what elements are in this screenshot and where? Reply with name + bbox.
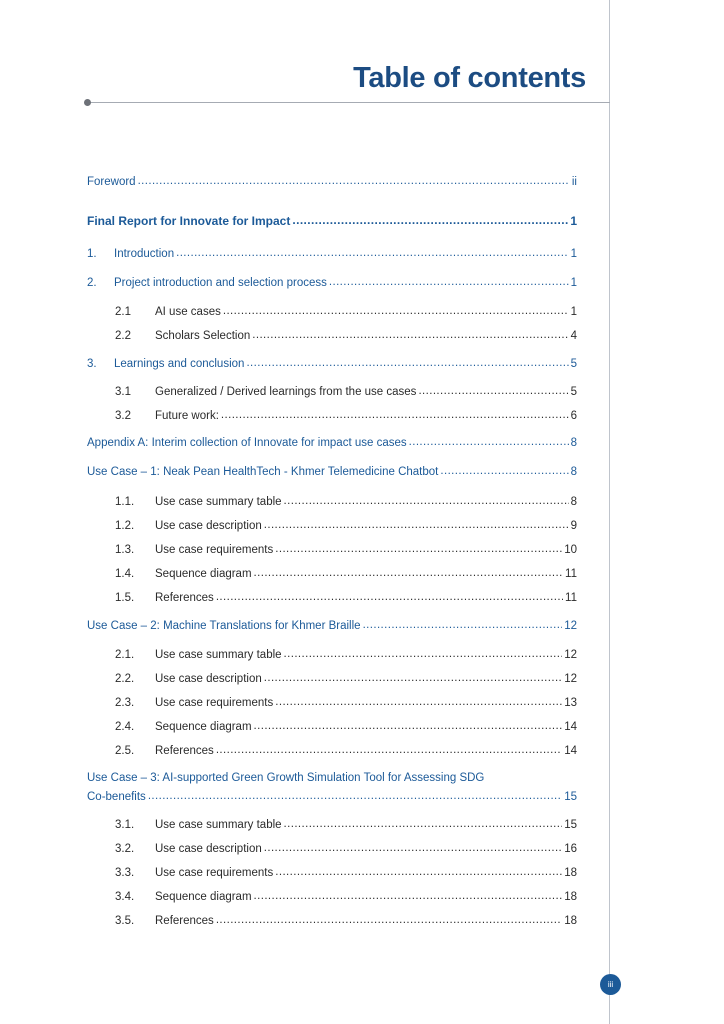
toc-number: 3.1. [115, 819, 135, 831]
toc-entry-uc3-sequence-diagram[interactable] [115, 891, 577, 903]
toc-number: 1.5. [115, 592, 135, 604]
title-rule [88, 102, 610, 103]
toc-page: 15 [564, 819, 577, 831]
toc-number: 3.2 [115, 410, 131, 422]
toc-label: Co-benefits [87, 791, 146, 803]
toc-number: 3.4. [115, 891, 135, 903]
toc-leader [254, 720, 563, 732]
toc-page: 9 [570, 520, 577, 532]
toc-number: 2.3. [115, 697, 135, 709]
toc-leader [440, 465, 568, 477]
toc-leader [275, 543, 562, 555]
toc-page: 1 [570, 306, 577, 318]
toc-label: Use case description [155, 843, 262, 855]
toc-number: 1.2. [115, 520, 135, 532]
toc-label: Use case requirements [155, 544, 274, 556]
toc-leader [284, 648, 563, 660]
toc-entry-use-case-1[interactable] [87, 466, 577, 478]
toc-entry-uc2-requirements[interactable] [115, 697, 577, 709]
toc-number: 2.4. [115, 721, 135, 733]
toc-number: 1.4. [115, 568, 135, 580]
toc-number: 2. [87, 277, 97, 289]
rule-dot [84, 99, 91, 106]
toc-page: 11 [565, 568, 577, 580]
toc-page: 8 [570, 437, 577, 449]
toc-leader [329, 276, 569, 288]
toc-page: 10 [564, 544, 577, 556]
toc-page: 6 [570, 410, 577, 422]
toc-entry-foreword[interactable] [87, 176, 577, 188]
toc-entry-uc1-references[interactable] [115, 592, 577, 604]
toc-entry-uc1-requirements[interactable] [115, 544, 577, 556]
toc-page: 8 [570, 496, 577, 508]
toc-entry-uc2-sequence-diagram[interactable] [115, 721, 577, 733]
toc-page: 12 [564, 649, 577, 661]
toc-page: 13 [564, 697, 577, 709]
toc-label: Use case requirements [155, 697, 274, 709]
toc-label: Sequence diagram [155, 721, 252, 733]
toc-number: 2.2 [115, 330, 131, 342]
toc-number: 2.1. [115, 649, 135, 661]
toc-label: Scholars Selection [155, 330, 251, 342]
margin-line [609, 0, 610, 1024]
toc-label: References [155, 592, 214, 604]
toc-label: References [155, 915, 214, 927]
toc-entry-use-case-2[interactable] [87, 620, 577, 632]
toc-page: 4 [570, 330, 577, 342]
toc-label: Use case summary table [155, 649, 282, 661]
toc-label: Sequence diagram [155, 568, 252, 580]
toc-entry-scholars-selection[interactable] [115, 330, 577, 342]
toc-number: 3.5. [115, 915, 135, 927]
toc-leader [284, 818, 563, 830]
toc-leader [264, 519, 569, 531]
toc-label: Use case requirements [155, 867, 274, 879]
toc-leader [148, 790, 562, 802]
toc-entry-uc3-requirements[interactable] [115, 867, 577, 879]
toc-leader [216, 744, 562, 756]
toc-leader [254, 567, 564, 579]
toc-leader [275, 696, 562, 708]
toc-leader [254, 890, 563, 902]
page-title: Table of contents [353, 62, 586, 94]
toc-leader [363, 619, 563, 631]
toc-number: 2.2. [115, 673, 135, 685]
toc-page: 1 [570, 248, 577, 260]
toc-page: 15 [564, 791, 577, 803]
toc-leader [246, 357, 568, 369]
toc-entry-uc2-description[interactable] [115, 673, 577, 685]
toc-number: 3.2. [115, 843, 135, 855]
toc-label: Final Report for Innovate for Impact [87, 214, 291, 228]
toc-label: Project introduction and selection process [114, 277, 327, 289]
toc-leader [138, 175, 570, 187]
toc-number: 1.1. [115, 496, 135, 508]
toc-label: Foreword [87, 176, 136, 188]
toc-page: 11 [565, 592, 577, 604]
toc-number: 3.1 [115, 386, 131, 398]
toc-page: 18 [564, 867, 577, 879]
toc-leader [176, 247, 568, 259]
toc-entry-future-work[interactable] [115, 410, 577, 422]
toc-entry-uc1-description[interactable] [115, 520, 577, 532]
toc-label: Introduction [114, 248, 175, 260]
toc-leader [264, 842, 562, 854]
toc-entry-use-case-3[interactable] [87, 791, 577, 803]
toc-leader [409, 436, 569, 448]
toc-leader [275, 866, 562, 878]
toc-entry-introduction[interactable] [87, 248, 577, 260]
toc-label: Generalized / Derived learnings from the use cases [155, 386, 417, 398]
toc-entry-generalized-learnings[interactable] [115, 386, 577, 398]
toc-entry-uc2-summary-table[interactable] [115, 649, 577, 661]
toc-label: Use Case – 1: Neak Pean HealthTech - Khmer Telemedicine Chatbot [87, 466, 439, 478]
toc-number: 2.1 [115, 306, 131, 318]
toc-page: 18 [564, 891, 577, 903]
toc-entry-uc3-summary-table[interactable] [115, 819, 577, 831]
toc-page: 5 [570, 386, 577, 398]
page-number-badge: iii [600, 974, 621, 995]
toc-page: 16 [564, 843, 577, 855]
toc-label: Use case summary table [155, 496, 282, 508]
toc-label: References [155, 745, 214, 757]
toc-number: 3.3. [115, 867, 135, 879]
toc-entry-final-report[interactable] [87, 214, 577, 228]
toc-page: 1 [570, 214, 577, 228]
toc-number: 1. [87, 248, 97, 260]
toc-entry-uc1-summary-table[interactable] [115, 496, 577, 508]
toc-entry-appendix-a[interactable] [87, 437, 577, 449]
toc-leader [221, 409, 569, 421]
toc-entry-use-case-3-line1[interactable]: Use Case – 3: AI-supported Green Growth Simulation Tool for Assessing SDG [87, 772, 485, 784]
toc-entry-uc3-references[interactable] [115, 915, 577, 927]
toc-page: 12 [564, 620, 577, 632]
toc-entry-uc1-sequence-diagram[interactable] [115, 568, 577, 580]
toc-leader [418, 385, 568, 397]
toc-leader [284, 495, 569, 507]
toc-label: Use Case – 2: Machine Translations for Khmer Braille [87, 620, 361, 632]
toc-label: Sequence diagram [155, 891, 252, 903]
toc-leader [292, 213, 568, 227]
toc-page: 14 [564, 721, 577, 733]
toc-page: 8 [570, 466, 577, 478]
toc-label: Use case summary table [155, 819, 282, 831]
toc-entry-uc2-references[interactable] [115, 745, 577, 757]
toc-number: 3. [87, 358, 97, 370]
toc-number: 2.5. [115, 745, 135, 757]
toc-page: ii [571, 176, 577, 188]
toc-page: 18 [564, 915, 577, 927]
toc-number: 1.3. [115, 544, 135, 556]
toc-page: 5 [570, 358, 577, 370]
toc-page: 12 [564, 673, 577, 685]
toc-label: Appendix A: Interim collection of Innovate for impact use cases [87, 437, 407, 449]
toc-label: AI use cases [155, 306, 221, 318]
toc-label: Learnings and conclusion [114, 358, 245, 370]
toc-entry-project-introduction[interactable] [87, 277, 577, 289]
toc-label: Use case description [155, 673, 262, 685]
toc-entry-ai-use-cases[interactable] [115, 306, 577, 318]
toc-page: 14 [564, 745, 577, 757]
toc-leader [216, 591, 563, 603]
toc-entry-learnings[interactable] [87, 358, 577, 370]
toc-entry-uc3-description[interactable] [115, 843, 577, 855]
toc-label: Future work: [155, 410, 219, 422]
toc-leader [252, 329, 568, 341]
toc-leader [264, 672, 562, 684]
toc-label: Use case description [155, 520, 262, 532]
toc-leader [216, 914, 562, 926]
toc-leader [223, 305, 569, 317]
toc-page: 1 [570, 277, 577, 289]
